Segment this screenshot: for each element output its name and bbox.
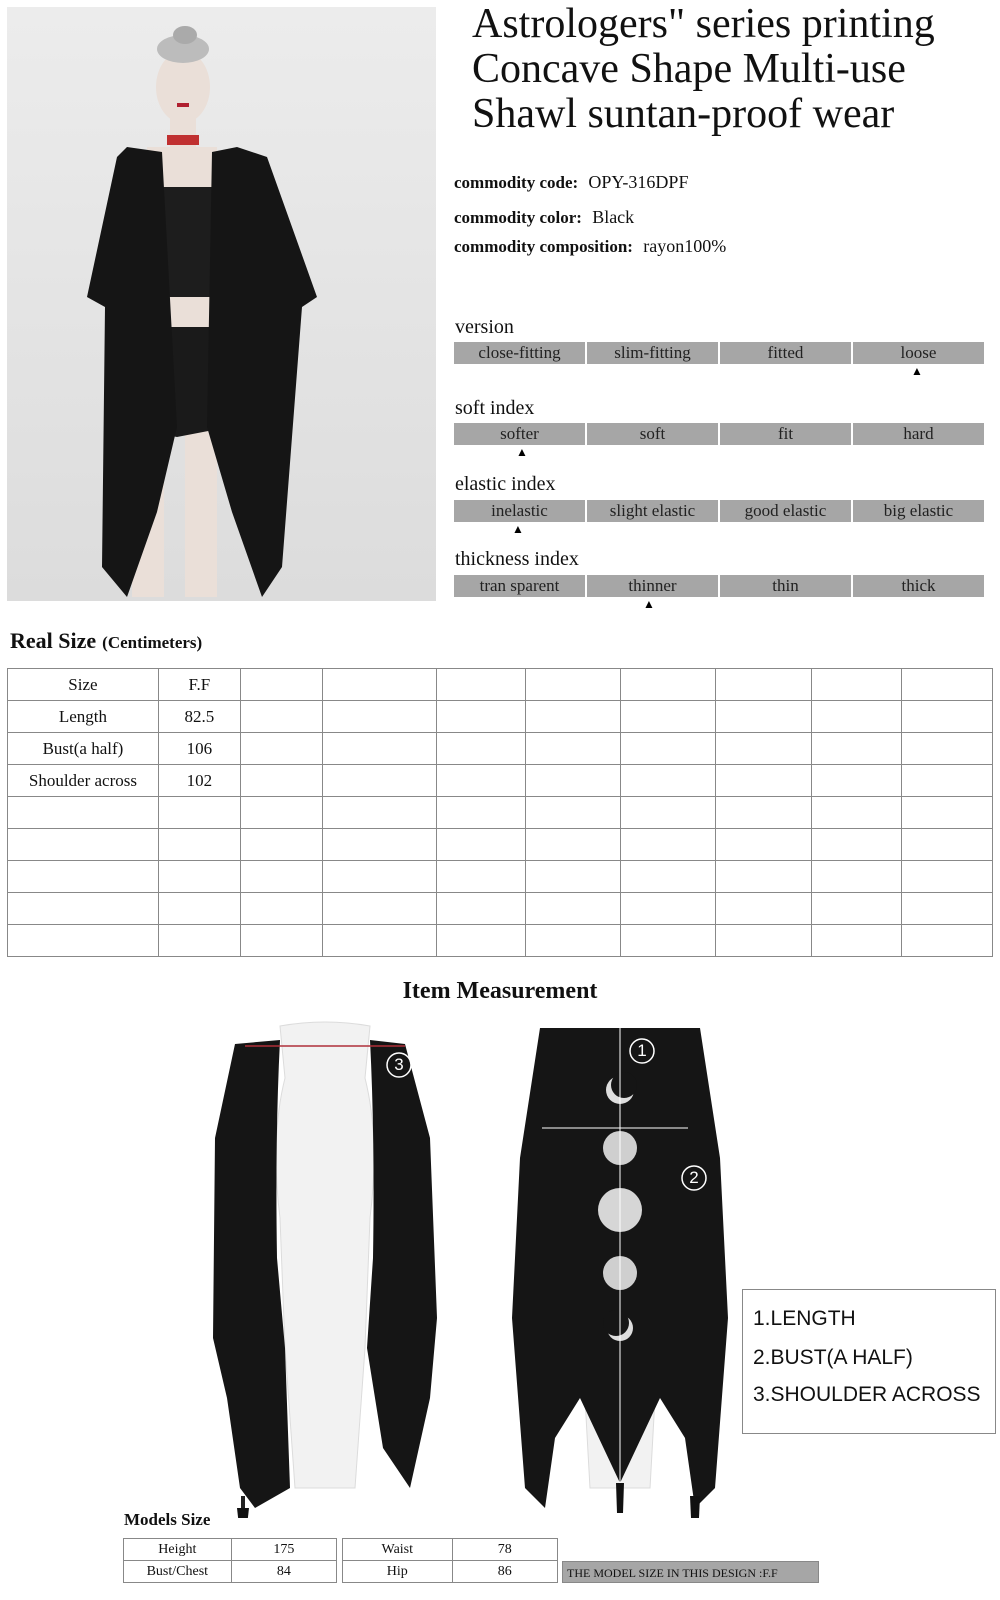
- bust-chest-label: Bust/Chest: [124, 1561, 232, 1583]
- thickness-index-label: thickness index: [455, 548, 579, 570]
- commodity-color-row: [454, 207, 634, 228]
- hip-value: 86: [452, 1561, 557, 1583]
- version-option: fitted: [720, 342, 851, 364]
- model-illustration: [7, 7, 436, 601]
- elastic-index-option: good elastic: [720, 500, 851, 522]
- size-label-cell: Size: [8, 669, 159, 701]
- elastic-index-label: elastic index: [455, 473, 556, 495]
- elastic-index-option: inelastic: [454, 500, 585, 522]
- models-size-table-right: [342, 1538, 558, 1583]
- length-value-cell: 82.5: [158, 701, 240, 733]
- legend-bust: 2.BUST(A HALF): [753, 1346, 913, 1369]
- table-row: [343, 1561, 558, 1583]
- commodity-composition-row: [454, 236, 726, 257]
- shoulder-value-cell: 102: [158, 765, 240, 797]
- marker-1-label: 1: [637, 1041, 647, 1060]
- thickness-index-option: thinner: [587, 575, 718, 597]
- commodity-composition-label: commodity composition:: [454, 237, 633, 256]
- table-row: [8, 733, 993, 765]
- thickness-index-option: thin: [720, 575, 851, 597]
- version-bar: [454, 342, 986, 364]
- elastic-index-option: slight elastic: [587, 500, 718, 522]
- elastic-index-option: big elastic: [853, 500, 984, 522]
- bust-value-cell: 106: [158, 733, 240, 765]
- real-size-table: [7, 668, 993, 957]
- product-photo: [7, 7, 436, 601]
- height-value: 175: [231, 1539, 336, 1561]
- version-option: slim-fitting: [587, 342, 718, 364]
- table-row: [124, 1561, 337, 1583]
- soft-index-bar: [454, 423, 986, 445]
- table-row: [8, 829, 993, 861]
- soft-index-label: soft index: [455, 397, 535, 419]
- marker-3-label: 3: [394, 1055, 404, 1074]
- version-marker-icon: ▲: [911, 364, 923, 378]
- front-garment-illustration: [205, 1018, 445, 1518]
- legend-shoulder: 3.SHOULDER ACROSS: [753, 1383, 981, 1406]
- table-row: [8, 701, 993, 733]
- item-measurement-title: Item Measurement: [402, 978, 598, 1004]
- soft-index-option: softer: [454, 423, 585, 445]
- commodity-composition-value: rayon100%: [643, 236, 727, 256]
- hip-label: Hip: [343, 1561, 453, 1583]
- height-label: Height: [124, 1539, 232, 1561]
- waist-value: 78: [452, 1539, 557, 1561]
- table-row: [8, 669, 993, 701]
- commodity-code-value: OPY-316DPF: [588, 172, 689, 192]
- product-title: Astrologers" series printing Concave Shape Multi-use Shawl suntan-proof wear: [472, 1, 935, 137]
- commodity-code-label: commodity code:: [454, 173, 579, 192]
- soft-index-option: fit: [720, 423, 851, 445]
- version-option: loose: [853, 342, 984, 364]
- version-option: close-fitting: [454, 342, 585, 364]
- commodity-code-row: [454, 172, 688, 193]
- table-row: [8, 861, 993, 893]
- thickness-index-bar: [454, 575, 986, 597]
- commodity-color-value: Black: [592, 207, 635, 227]
- thickness-index-option: tran sparent: [454, 575, 585, 597]
- bust-chest-value: 84: [231, 1561, 336, 1583]
- back-garment-illustration: [500, 1018, 740, 1518]
- bust-label-cell: Bust(a half): [8, 733, 159, 765]
- length-label-cell: Length: [8, 701, 159, 733]
- real-size-unit: (Centimeters): [102, 633, 203, 652]
- thickness-index-option: thick: [853, 575, 984, 597]
- soft-index-option: hard: [853, 423, 984, 445]
- real-size-title: [10, 628, 202, 654]
- table-row: [8, 893, 993, 925]
- model-size-note: THE MODEL SIZE IN THIS DESIGN :F.F: [562, 1561, 819, 1583]
- soft-index-marker-icon: ▲: [516, 445, 528, 459]
- table-row: [8, 797, 993, 829]
- marker-2-label: 2: [689, 1168, 699, 1187]
- thickness-index-marker-icon: ▲: [643, 597, 655, 611]
- elastic-index-bar: [454, 500, 986, 522]
- table-row: [8, 765, 993, 797]
- table-row: [124, 1539, 337, 1561]
- table-row: [343, 1539, 558, 1561]
- legend-length: 1.LENGTH: [753, 1307, 856, 1330]
- soft-index-option: soft: [587, 423, 718, 445]
- size-value-cell: F.F: [158, 669, 240, 701]
- models-size-table-left: [123, 1538, 337, 1583]
- commodity-color-label: commodity color:: [454, 208, 582, 227]
- measurement-legend: [742, 1289, 996, 1434]
- version-label: version: [455, 316, 514, 338]
- waist-label: Waist: [343, 1539, 453, 1561]
- shoulder-label-cell: Shoulder across: [8, 765, 159, 797]
- elastic-index-marker-icon: ▲: [512, 522, 524, 536]
- table-row: [8, 925, 993, 957]
- real-size-heading: Real Size: [10, 628, 97, 653]
- models-size-title: Models Size: [124, 1510, 211, 1529]
